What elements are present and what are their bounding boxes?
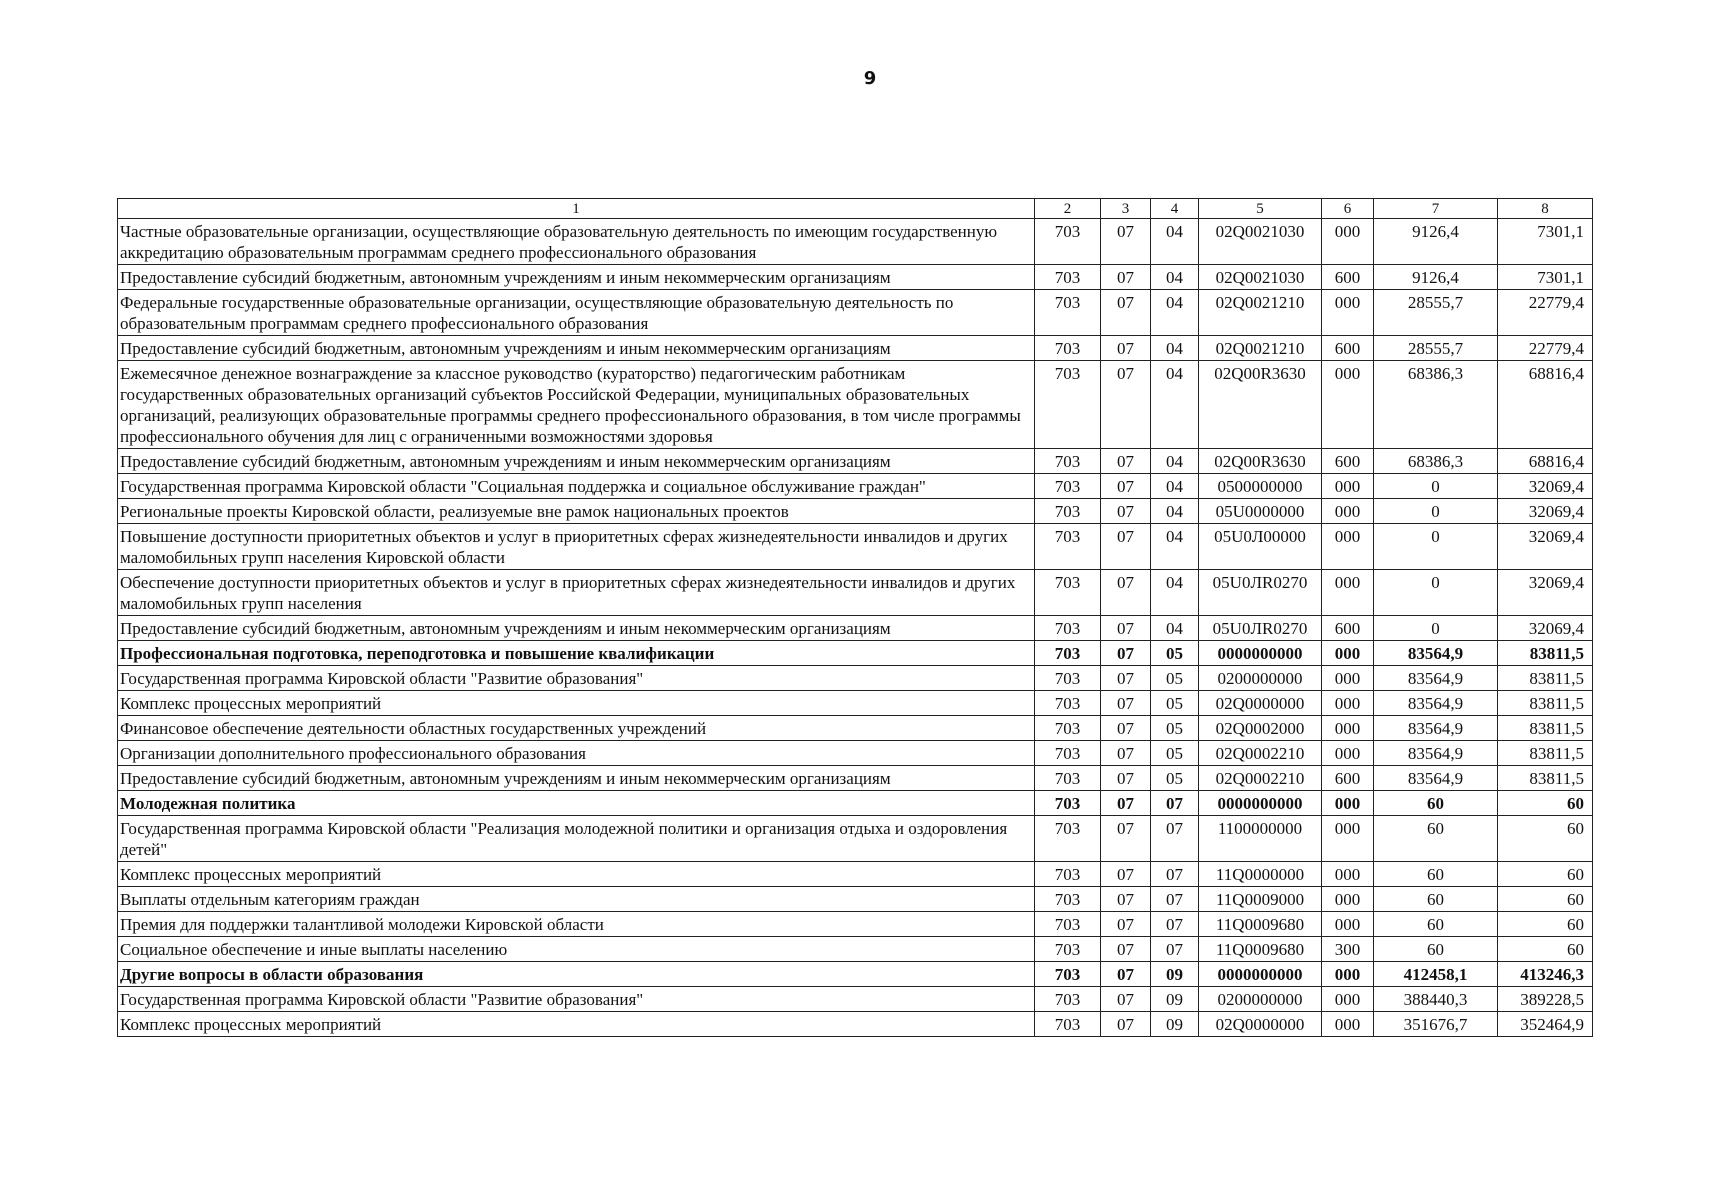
- cell-amount-year-1: 83564,9: [1374, 691, 1498, 716]
- cell-section: 07: [1101, 616, 1151, 641]
- cell-name: Финансовое обеспечение деятельности областных государственных учреждений: [118, 716, 1035, 741]
- cell-subsection: 09: [1151, 1012, 1199, 1037]
- cell-subsection: 04: [1151, 336, 1199, 361]
- cell-amount-year-1: 60: [1374, 816, 1498, 862]
- cell-ministry-code: 703: [1035, 766, 1101, 791]
- cell-name: Комплекс процессных мероприятий: [118, 862, 1035, 887]
- cell-section: 07: [1101, 716, 1151, 741]
- cell-section: 07: [1101, 887, 1151, 912]
- cell-ministry-code: 703: [1035, 791, 1101, 816]
- cell-expense-type: 000: [1322, 641, 1374, 666]
- table-row: [118, 474, 1593, 499]
- column-header-1: 1: [118, 199, 1035, 219]
- cell-ministry-code: 703: [1035, 449, 1101, 474]
- cell-amount-year-2: 413246,3: [1498, 962, 1593, 987]
- table-row: [118, 912, 1593, 937]
- cell-name: Предоставление субсидий бюджетным, автономным учреждениям и иным некоммерческим организациям: [118, 265, 1035, 290]
- column-header-2: 2: [1035, 199, 1101, 219]
- cell-target-article: 0000000000: [1199, 641, 1322, 666]
- cell-amount-year-2: 68816,4: [1498, 361, 1593, 449]
- cell-ministry-code: 703: [1035, 616, 1101, 641]
- cell-subsection: 04: [1151, 290, 1199, 336]
- cell-section: 07: [1101, 641, 1151, 666]
- cell-amount-year-1: 28555,7: [1374, 290, 1498, 336]
- cell-target-article: 02Q0002210: [1199, 741, 1322, 766]
- cell-subsection: 04: [1151, 361, 1199, 449]
- cell-target-article: 05U0000000: [1199, 499, 1322, 524]
- cell-subsection: 05: [1151, 641, 1199, 666]
- cell-amount-year-1: 60: [1374, 862, 1498, 887]
- cell-expense-type: 000: [1322, 987, 1374, 1012]
- cell-section: 07: [1101, 912, 1151, 937]
- cell-expense-type: 000: [1322, 666, 1374, 691]
- table-row: [118, 716, 1593, 741]
- cell-amount-year-1: 0: [1374, 616, 1498, 641]
- cell-subsection: 04: [1151, 570, 1199, 616]
- cell-section: 07: [1101, 361, 1151, 449]
- cell-ministry-code: 703: [1035, 570, 1101, 616]
- cell-subsection: 05: [1151, 666, 1199, 691]
- cell-amount-year-2: 32069,4: [1498, 570, 1593, 616]
- cell-subsection: 04: [1151, 219, 1199, 265]
- cell-amount-year-2: 32069,4: [1498, 524, 1593, 570]
- cell-subsection: 04: [1151, 499, 1199, 524]
- cell-amount-year-2: 60: [1498, 862, 1593, 887]
- table-row: [118, 449, 1593, 474]
- cell-ministry-code: 703: [1035, 265, 1101, 290]
- cell-ministry-code: 703: [1035, 666, 1101, 691]
- cell-section: 07: [1101, 766, 1151, 791]
- cell-amount-year-2: 32069,4: [1498, 616, 1593, 641]
- cell-target-article: 02Q0021210: [1199, 290, 1322, 336]
- cell-amount-year-2: 83811,5: [1498, 691, 1593, 716]
- cell-target-article: 05U0ЛR0270: [1199, 616, 1322, 641]
- cell-target-article: 02Q00R3630: [1199, 361, 1322, 449]
- cell-target-article: 02Q0021030: [1199, 265, 1322, 290]
- cell-name: Организации дополнительного профессионального образования: [118, 741, 1035, 766]
- cell-amount-year-2: 83811,5: [1498, 766, 1593, 791]
- cell-ministry-code: 703: [1035, 219, 1101, 265]
- cell-target-article: 0500000000: [1199, 474, 1322, 499]
- cell-amount-year-1: 83564,9: [1374, 716, 1498, 741]
- cell-amount-year-2: 22779,4: [1498, 290, 1593, 336]
- cell-target-article: 11Q0009000: [1199, 887, 1322, 912]
- cell-expense-type: 000: [1322, 816, 1374, 862]
- column-header-4: 4: [1151, 199, 1199, 219]
- cell-amount-year-1: 68386,3: [1374, 361, 1498, 449]
- cell-expense-type: 000: [1322, 524, 1374, 570]
- cell-name: Предоставление субсидий бюджетным, автономным учреждениям и иным некоммерческим организациям: [118, 449, 1035, 474]
- cell-amount-year-2: 7301,1: [1498, 219, 1593, 265]
- column-header-3: 3: [1101, 199, 1151, 219]
- cell-section: 07: [1101, 987, 1151, 1012]
- cell-amount-year-2: 22779,4: [1498, 336, 1593, 361]
- cell-ministry-code: 703: [1035, 816, 1101, 862]
- cell-expense-type: 600: [1322, 265, 1374, 290]
- cell-section: 07: [1101, 219, 1151, 265]
- cell-ministry-code: 703: [1035, 862, 1101, 887]
- cell-section: 07: [1101, 741, 1151, 766]
- cell-ministry-code: 703: [1035, 962, 1101, 987]
- cell-subsection: 05: [1151, 741, 1199, 766]
- cell-name: Государственная программа Кировской области "Развитие образования": [118, 666, 1035, 691]
- cell-target-article: 02Q0000000: [1199, 691, 1322, 716]
- cell-expense-type: 000: [1322, 962, 1374, 987]
- cell-amount-year-1: 28555,7: [1374, 336, 1498, 361]
- cell-target-article: 0000000000: [1199, 962, 1322, 987]
- table-header-row: [118, 199, 1593, 219]
- cell-expense-type: 600: [1322, 766, 1374, 791]
- cell-target-article: 05U0Л00000: [1199, 524, 1322, 570]
- cell-name: Выплаты отдельным категориям граждан: [118, 887, 1035, 912]
- cell-name: Федеральные государственные образовательные организации, осуществляющие образовательную деятельность по образовательным программам среднего профессионального образования: [118, 290, 1035, 336]
- page-number: 9: [863, 68, 877, 89]
- column-header-7: 7: [1374, 199, 1498, 219]
- cell-subsection: 07: [1151, 912, 1199, 937]
- cell-amount-year-1: 351676,7: [1374, 1012, 1498, 1037]
- cell-expense-type: 600: [1322, 616, 1374, 641]
- cell-subsection: 07: [1151, 887, 1199, 912]
- table-row: [118, 691, 1593, 716]
- cell-ministry-code: 703: [1035, 1012, 1101, 1037]
- table-row: [118, 499, 1593, 524]
- table-row: [118, 570, 1593, 616]
- cell-section: 07: [1101, 570, 1151, 616]
- table-row: [118, 987, 1593, 1012]
- cell-name: Комплекс процессных мероприятий: [118, 1012, 1035, 1037]
- table-row: [118, 361, 1593, 449]
- column-header-8: 8: [1498, 199, 1593, 219]
- cell-target-article: 0200000000: [1199, 987, 1322, 1012]
- cell-ministry-code: 703: [1035, 937, 1101, 962]
- cell-amount-year-2: 83811,5: [1498, 716, 1593, 741]
- cell-subsection: 05: [1151, 766, 1199, 791]
- cell-section: 07: [1101, 290, 1151, 336]
- cell-target-article: 0200000000: [1199, 666, 1322, 691]
- cell-amount-year-2: 60: [1498, 887, 1593, 912]
- cell-amount-year-1: 83564,9: [1374, 641, 1498, 666]
- cell-name: Ежемесячное денежное вознаграждение за классное руководство (кураторство) педагогическим работникам государственных образовательных организаций субъектов Российской Федерации, муниципальных образовательных организаций, реализующих образовательные программы среднего профессионального образования, в том числе программы профессионального обучения для лиц с ограниченными возможностями здоровья: [118, 361, 1035, 449]
- table-row: [118, 616, 1593, 641]
- cell-ministry-code: 703: [1035, 499, 1101, 524]
- cell-ministry-code: 703: [1035, 691, 1101, 716]
- table-row: [118, 816, 1593, 862]
- cell-amount-year-1: 60: [1374, 791, 1498, 816]
- cell-expense-type: 600: [1322, 449, 1374, 474]
- table-row: [118, 219, 1593, 265]
- cell-amount-year-1: 412458,1: [1374, 962, 1498, 987]
- table-row: [118, 290, 1593, 336]
- cell-amount-year-1: 0: [1374, 474, 1498, 499]
- cell-subsection: 07: [1151, 791, 1199, 816]
- cell-name: Молодежная политика: [118, 791, 1035, 816]
- cell-amount-year-2: 60: [1498, 937, 1593, 962]
- table-row: [118, 741, 1593, 766]
- cell-expense-type: 000: [1322, 1012, 1374, 1037]
- cell-subsection: 05: [1151, 716, 1199, 741]
- cell-target-article: 0000000000: [1199, 791, 1322, 816]
- cell-ministry-code: 703: [1035, 887, 1101, 912]
- cell-subsection: 07: [1151, 937, 1199, 962]
- cell-subsection: 05: [1151, 691, 1199, 716]
- table-row: [118, 887, 1593, 912]
- cell-subsection: 04: [1151, 524, 1199, 570]
- cell-target-article: 05U0ЛR0270: [1199, 570, 1322, 616]
- budget-table: [117, 198, 1593, 1037]
- cell-expense-type: 000: [1322, 691, 1374, 716]
- cell-ministry-code: 703: [1035, 524, 1101, 570]
- cell-section: 07: [1101, 524, 1151, 570]
- column-header-6: 6: [1322, 199, 1374, 219]
- table-row: [118, 336, 1593, 361]
- cell-subsection: 04: [1151, 616, 1199, 641]
- cell-subsection: 04: [1151, 474, 1199, 499]
- cell-subsection: 09: [1151, 987, 1199, 1012]
- cell-name: Региональные проекты Кировской области, реализуемые вне рамок национальных проектов: [118, 499, 1035, 524]
- cell-expense-type: 000: [1322, 862, 1374, 887]
- cell-amount-year-2: 32069,4: [1498, 499, 1593, 524]
- cell-subsection: 04: [1151, 449, 1199, 474]
- cell-amount-year-2: 60: [1498, 912, 1593, 937]
- cell-expense-type: 000: [1322, 499, 1374, 524]
- cell-name: Повышение доступности приоритетных объектов и услуг в приоритетных сферах жизнедеятельности инвалидов и других маломобильных групп населения Кировской области: [118, 524, 1035, 570]
- cell-name: Обеспечение доступности приоритетных объектов и услуг в приоритетных сферах жизнедеятельности инвалидов и других маломобильных групп населения: [118, 570, 1035, 616]
- cell-section: 07: [1101, 937, 1151, 962]
- cell-ministry-code: 703: [1035, 336, 1101, 361]
- cell-amount-year-1: 60: [1374, 912, 1498, 937]
- cell-amount-year-2: 83811,5: [1498, 666, 1593, 691]
- cell-expense-type: 600: [1322, 336, 1374, 361]
- cell-subsection: 07: [1151, 862, 1199, 887]
- table-row: [118, 666, 1593, 691]
- table-row: [118, 641, 1593, 666]
- cell-section: 07: [1101, 691, 1151, 716]
- cell-name: Социальное обеспечение и иные выплаты населению: [118, 937, 1035, 962]
- cell-expense-type: 000: [1322, 290, 1374, 336]
- cell-amount-year-1: 60: [1374, 937, 1498, 962]
- table-row: [118, 962, 1593, 987]
- cell-section: 07: [1101, 962, 1151, 987]
- table-row: [118, 766, 1593, 791]
- table-row: [118, 791, 1593, 816]
- cell-ministry-code: 703: [1035, 741, 1101, 766]
- cell-target-article: 02Q0002210: [1199, 766, 1322, 791]
- cell-subsection: 04: [1151, 265, 1199, 290]
- table-row: [118, 937, 1593, 962]
- cell-amount-year-1: 83564,9: [1374, 766, 1498, 791]
- cell-section: 07: [1101, 474, 1151, 499]
- cell-ministry-code: 703: [1035, 716, 1101, 741]
- cell-ministry-code: 703: [1035, 987, 1101, 1012]
- cell-amount-year-1: 68386,3: [1374, 449, 1498, 474]
- cell-amount-year-1: 0: [1374, 499, 1498, 524]
- cell-ministry-code: 703: [1035, 361, 1101, 449]
- cell-expense-type: 000: [1322, 912, 1374, 937]
- cell-name: Предоставление субсидий бюджетным, автономным учреждениям и иным некоммерческим организациям: [118, 336, 1035, 361]
- cell-name: Частные образовательные организации, осуществляющие образовательную деятельность по имеющим государственную аккредитацию образовательным программам среднего профессионального образования: [118, 219, 1035, 265]
- table-row: [118, 524, 1593, 570]
- cell-target-article: 1100000000: [1199, 816, 1322, 862]
- cell-expense-type: 000: [1322, 887, 1374, 912]
- cell-amount-year-2: 60: [1498, 816, 1593, 862]
- cell-amount-year-1: 9126,4: [1374, 265, 1498, 290]
- cell-ministry-code: 703: [1035, 912, 1101, 937]
- cell-target-article: 11Q0000000: [1199, 862, 1322, 887]
- cell-name: Другие вопросы в области образования: [118, 962, 1035, 987]
- cell-section: 07: [1101, 449, 1151, 474]
- cell-expense-type: 000: [1322, 474, 1374, 499]
- cell-amount-year-1: 0: [1374, 524, 1498, 570]
- cell-amount-year-1: 0: [1374, 570, 1498, 616]
- cell-ministry-code: 703: [1035, 641, 1101, 666]
- cell-amount-year-2: 32069,4: [1498, 474, 1593, 499]
- cell-section: 07: [1101, 499, 1151, 524]
- cell-target-article: 02Q0021210: [1199, 336, 1322, 361]
- cell-ministry-code: 703: [1035, 474, 1101, 499]
- cell-name: Профессиональная подготовка, переподготовка и повышение квалификации: [118, 641, 1035, 666]
- cell-section: 07: [1101, 816, 1151, 862]
- cell-expense-type: 000: [1322, 791, 1374, 816]
- cell-amount-year-2: 83811,5: [1498, 641, 1593, 666]
- cell-target-article: 11Q0009680: [1199, 937, 1322, 962]
- cell-amount-year-2: 83811,5: [1498, 741, 1593, 766]
- cell-amount-year-1: 388440,3: [1374, 987, 1498, 1012]
- table-row: [118, 1012, 1593, 1037]
- cell-section: 07: [1101, 791, 1151, 816]
- table-body: [118, 219, 1593, 1037]
- cell-name: Премия для поддержки талантливой молодежи Кировской области: [118, 912, 1035, 937]
- cell-expense-type: 000: [1322, 741, 1374, 766]
- table-row: [118, 265, 1593, 290]
- cell-subsection: 07: [1151, 816, 1199, 862]
- column-header-5: 5: [1199, 199, 1322, 219]
- cell-ministry-code: 703: [1035, 290, 1101, 336]
- cell-amount-year-1: 9126,4: [1374, 219, 1498, 265]
- cell-target-article: 02Q0021030: [1199, 219, 1322, 265]
- cell-name: Государственная программа Кировской области "Социальная поддержка и социальное обслуживание граждан": [118, 474, 1035, 499]
- cell-target-article: 02Q0000000: [1199, 1012, 1322, 1037]
- cell-section: 07: [1101, 1012, 1151, 1037]
- cell-section: 07: [1101, 336, 1151, 361]
- cell-amount-year-2: 389228,5: [1498, 987, 1593, 1012]
- cell-section: 07: [1101, 265, 1151, 290]
- cell-name: Государственная программа Кировской области "Развитие образования": [118, 987, 1035, 1012]
- cell-name: Предоставление субсидий бюджетным, автономным учреждениям и иным некоммерческим организациям: [118, 616, 1035, 641]
- cell-name: Комплекс процессных мероприятий: [118, 691, 1035, 716]
- cell-name: Предоставление субсидий бюджетным, автономным учреждениям и иным некоммерческим организациям: [118, 766, 1035, 791]
- table-row: [118, 862, 1593, 887]
- cell-target-article: 02Q0002000: [1199, 716, 1322, 741]
- cell-expense-type: 300: [1322, 937, 1374, 962]
- cell-section: 07: [1101, 862, 1151, 887]
- cell-section: 07: [1101, 666, 1151, 691]
- cell-target-article: 02Q00R3630: [1199, 449, 1322, 474]
- cell-amount-year-1: 83564,9: [1374, 741, 1498, 766]
- cell-amount-year-2: 68816,4: [1498, 449, 1593, 474]
- cell-amount-year-1: 60: [1374, 887, 1498, 912]
- cell-expense-type: 000: [1322, 570, 1374, 616]
- cell-target-article: 11Q0009680: [1199, 912, 1322, 937]
- cell-name: Государственная программа Кировской области "Реализация молодежной политики и организация отдыха и оздоровления детей": [118, 816, 1035, 862]
- cell-amount-year-2: 7301,1: [1498, 265, 1593, 290]
- cell-expense-type: 000: [1322, 716, 1374, 741]
- cell-amount-year-2: 60: [1498, 791, 1593, 816]
- cell-amount-year-1: 83564,9: [1374, 666, 1498, 691]
- cell-expense-type: 000: [1322, 361, 1374, 449]
- cell-expense-type: 000: [1322, 219, 1374, 265]
- cell-amount-year-2: 352464,9: [1498, 1012, 1593, 1037]
- cell-subsection: 09: [1151, 962, 1199, 987]
